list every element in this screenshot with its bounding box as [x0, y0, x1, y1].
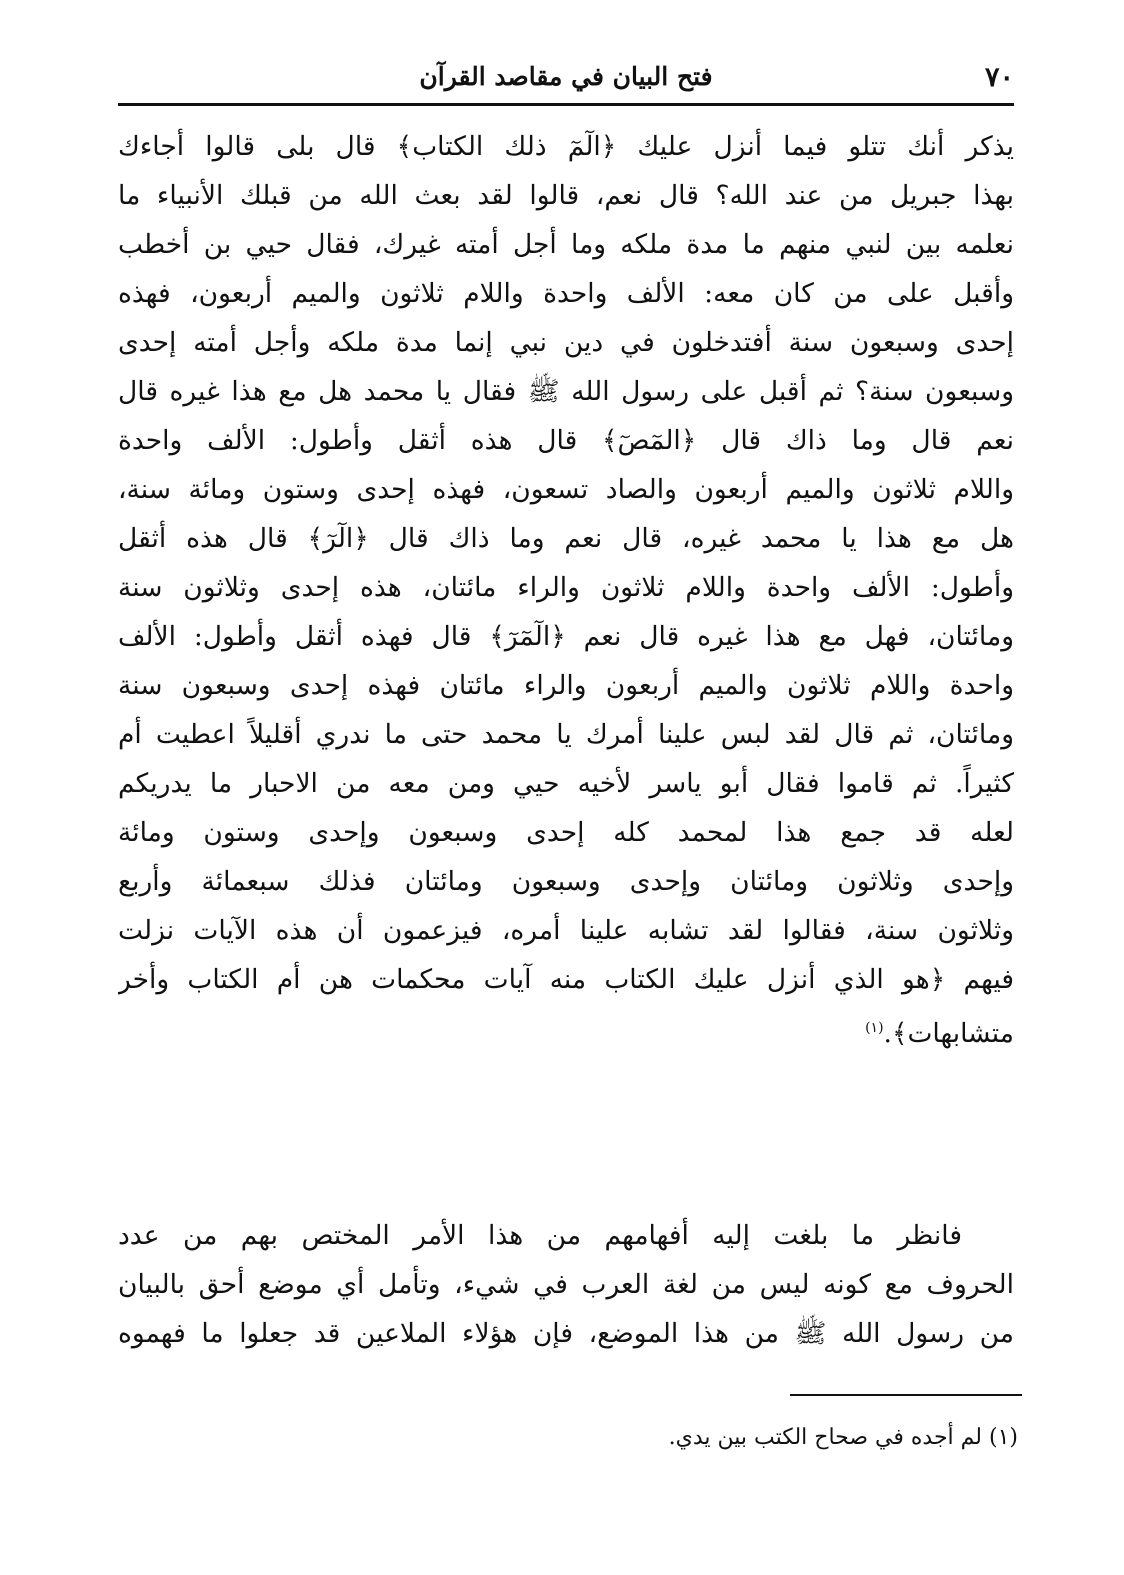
text-line-last [118, 1004, 1014, 1058]
text-line: وأقبل على من كان معه: الألف واحدة واللام ثلاثون والميم أربعون، فهذه [118, 278, 1014, 309]
text-line: إحدى وسبعون سنة أفتدخلون في دين نبي إنما مدة ملكه وأجل أمته إحدى [118, 327, 1014, 358]
footnote: (١) لم أجده في صحاح الكتب بين يدي. [668, 1425, 1018, 1450]
text-line: وأطول: الألف واحدة واللام ثلاثون والراء مائتان، هذه إحدى وثلاثون سنة [118, 572, 1014, 603]
paragraph-1 [118, 122, 1014, 1058]
text-line: كثيراً. ثم قاموا فقال أبو ياسر لأخيه حيي ومن معه من الاحبار ما يدريكم [118, 768, 1014, 799]
paragraph-2 [118, 1211, 1014, 1358]
header-rule [118, 103, 1014, 106]
text-line: وسبعون سنة؟ ثم أقبل على رسول الله ﷺ فقال يا محمد هل مع هذا غيره قال [118, 376, 1014, 407]
text-line: هل مع هذا يا محمد غيره، قال نعم وما ذاك قال ﴿الٓرٓ﴾ قال هذه أثقل [118, 523, 1014, 554]
last-line-text: متشابهات﴾. [883, 1017, 1014, 1049]
text-line: وثلاثون سنة، فقالوا لقد تشابه علينا أمره، فيزعمون أن هذه الآيات نزلت [118, 915, 1014, 946]
text-line: من رسول الله ﷺ من هذا الموضع، فإن هؤلاء الملاعين قد جعلوا ما فهموه [118, 1318, 1014, 1349]
text-line: الحروف مع كونه ليس من لغة العرب في شيء، وتأمل أي موضع أحق بالبيان [118, 1269, 1014, 1300]
text-line: وإحدى وثلاثون ومائتان وإحدى وسبعون ومائتان فذلك سبعمائة وأربع [118, 866, 1014, 897]
text-line: بهذا جبريل من عند الله؟ قال نعم، قالوا لقد بعث الله من قبلك الأنبياء ما [118, 180, 1014, 211]
text-line: فانظر ما بلغت إليه أفهامهم من هذا الأمر المختص بهم من عدد [118, 1220, 962, 1251]
page-number: ٧٠ [984, 62, 1014, 93]
page-header [118, 58, 1014, 100]
text-line: واللام ثلاثون والميم أربعون والصاد تسعون، فهذه إحدى وستون ومائة سنة، [118, 474, 1014, 505]
footnote-divider [790, 1394, 1022, 1396]
text-line: لعله قد جمع هذا لمحمد كله إحدى وسبعون وإحدى وستون ومائة [118, 817, 1014, 848]
text-line: نعم قال وما ذاك قال ﴿المٓصٓ﴾ قال هذه أثقل وأطول: الألف واحدة [118, 425, 1014, 456]
running-title: فتح البيان في مقاصد القرآن [419, 62, 713, 91]
text-line: واحدة واللام ثلاثون والميم أربعون والراء مائتان فهذه إحدى وسبعون سنة [118, 670, 1014, 701]
text-line: ومائتان، ثم قال لقد لبس علينا أمرك يا محمد حتى ما ندري أقليلاً اعطيت أم [118, 719, 1014, 750]
text-line: نعلمه بين لنبي منهم ما مدة ملكه وما أجل أمته غيرك، فقال حيي بن أخطب [118, 229, 1014, 260]
footnote-reference[interactable]: (١) [865, 1020, 884, 1036]
text-line: ومائتان، فهل مع هذا غيره قال نعم ﴿الٓمٓرٓ﴾ قال فهذه أثقل وأطول: الألف [118, 621, 1014, 652]
text-line: فيهم ﴿هو الذي أنزل عليك الكتاب منه آيات محكمات هن أم الكتاب وأخر [118, 964, 1014, 995]
text-line: يذكر أنك تتلو فيما أنزل عليك ﴿الٓمٓ ذلك الكتاب﴾ قال بلى قالوا أجاءك [118, 131, 1014, 162]
